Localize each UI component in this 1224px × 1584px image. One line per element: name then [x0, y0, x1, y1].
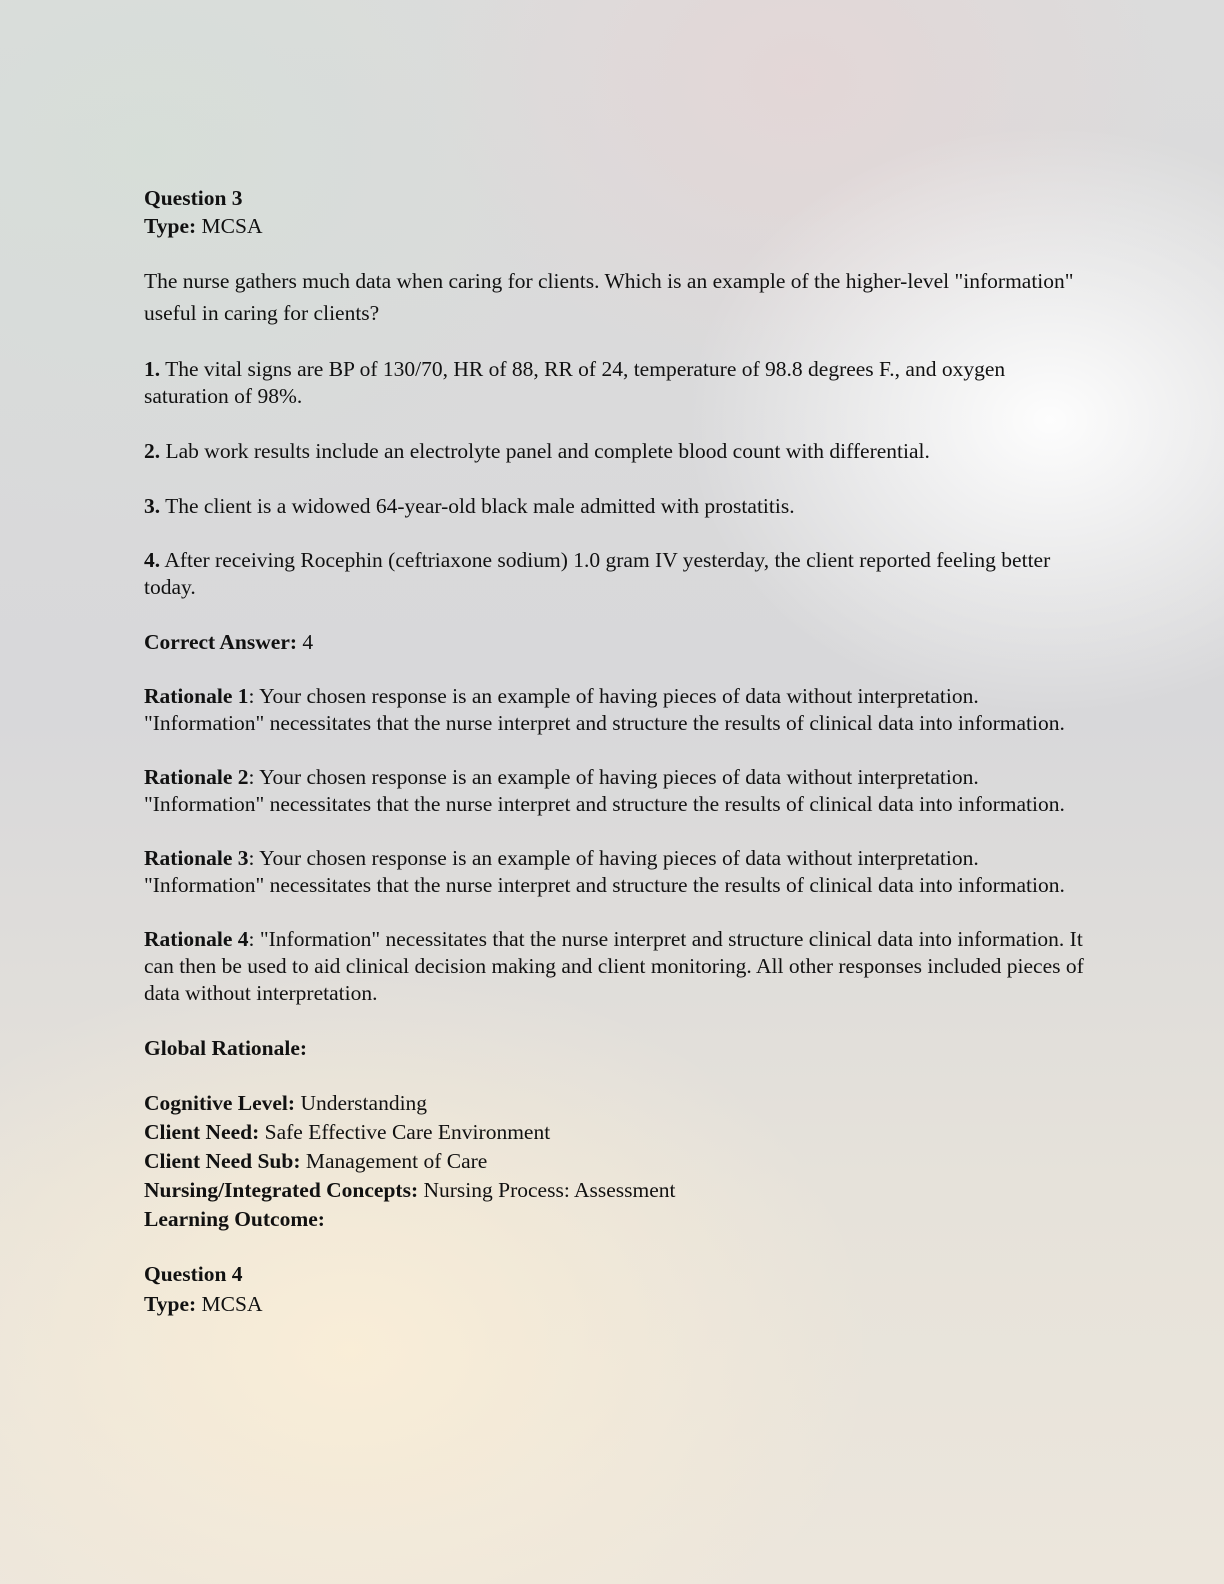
rationale-text: : Your chosen response is an example of having pieces of data without interpretation. "Information" necessitates that the nurse interpret and structure the results of clinical data into information. — [144, 765, 1065, 816]
client-need — [144, 1118, 1084, 1147]
meta-value: Safe Effective Care Environment — [259, 1120, 551, 1144]
correct-answer — [144, 628, 1084, 656]
type-value: MCSA — [196, 1292, 263, 1316]
option-text: The client is a widowed 64-year-old black male admitted with prostatitis. — [160, 494, 795, 518]
meta-label: Cognitive Level: — [144, 1091, 296, 1115]
type-value: MCSA — [196, 214, 263, 238]
type-label: Type: — [144, 214, 197, 238]
rationale-label: Rationale 3 — [144, 846, 249, 870]
meta-label: Client Need Sub: — [144, 1149, 301, 1173]
rationale-text: : Your chosen response is an example of having pieces of data without interpretation. "Information" necessitates that the nurse interpret and structure the results of clinical data into information. — [144, 684, 1065, 735]
rationale-1 — [144, 683, 1084, 737]
rationale-4 — [144, 926, 1084, 1007]
option-text: After receiving Rocephin (ceftriaxone sodium) 1.0 gram IV yesterday, the client reported feeling better today. — [144, 548, 1051, 599]
meta-value: Management of Care — [300, 1149, 488, 1173]
question-4-title: Question 4 — [144, 1262, 243, 1286]
option-number: 1. — [144, 357, 161, 381]
option-number: 4. — [144, 548, 161, 572]
option-4 — [144, 547, 1084, 601]
meta-label: Nursing/Integrated Concepts: — [144, 1178, 419, 1202]
meta-value: Understanding — [295, 1091, 428, 1115]
correct-answer-label: Correct Answer: — [144, 630, 298, 654]
rationale-2 — [144, 764, 1084, 818]
question-3-type — [144, 212, 1084, 240]
document-page — [144, 184, 1084, 1319]
client-need-sub — [144, 1147, 1084, 1176]
meta-value: Nursing Process: Assessment — [418, 1178, 676, 1202]
option-1 — [144, 356, 1084, 410]
option-text: The vital signs are BP of 130/70, HR of 88, RR of 24, temperature of 98.8 degrees F., and oxygen saturation of 98%. — [144, 357, 1006, 408]
question-stem: The nurse gathers much data when caring for clients. Which is an example of the higher-level "information" useful in caring for clients? — [144, 269, 1074, 325]
rationale-text: : "Information" necessitates that the nurse interpret and structure clinical data into information. It can then be used to aid clinical decision making and client monitoring. All other responses included pieces of data without interpretation. — [144, 927, 1084, 1005]
option-2 — [144, 437, 1084, 465]
question-3-title: Question 3 — [144, 186, 243, 210]
learning-outcome — [144, 1205, 1084, 1234]
rationale-3 — [144, 845, 1084, 899]
meta-label: Client Need: — [144, 1120, 260, 1144]
rationale-label: Rationale 2 — [144, 765, 249, 789]
rationale-label: Rationale 1 — [144, 684, 249, 708]
option-text: Lab work results include an electrolyte panel and complete blood count with differential. — [160, 439, 930, 463]
question-4-type — [144, 1289, 1084, 1319]
option-number: 2. — [144, 439, 161, 463]
option-3 — [144, 492, 1084, 520]
option-number: 3. — [144, 494, 161, 518]
rationale-text: : Your chosen response is an example of having pieces of data without interpretation. "Information" necessitates that the nurse interpret and structure the results of clinical data into information. — [144, 846, 1065, 897]
type-label: Type: — [144, 1292, 197, 1316]
correct-answer-value: 4 — [297, 630, 314, 654]
rationale-label: Rationale 4 — [144, 927, 249, 951]
global-rationale: Global Rationale: — [144, 1036, 308, 1060]
meta-label: Learning Outcome: — [144, 1207, 325, 1231]
cognitive-level — [144, 1089, 1084, 1118]
nursing-concepts — [144, 1176, 1084, 1205]
